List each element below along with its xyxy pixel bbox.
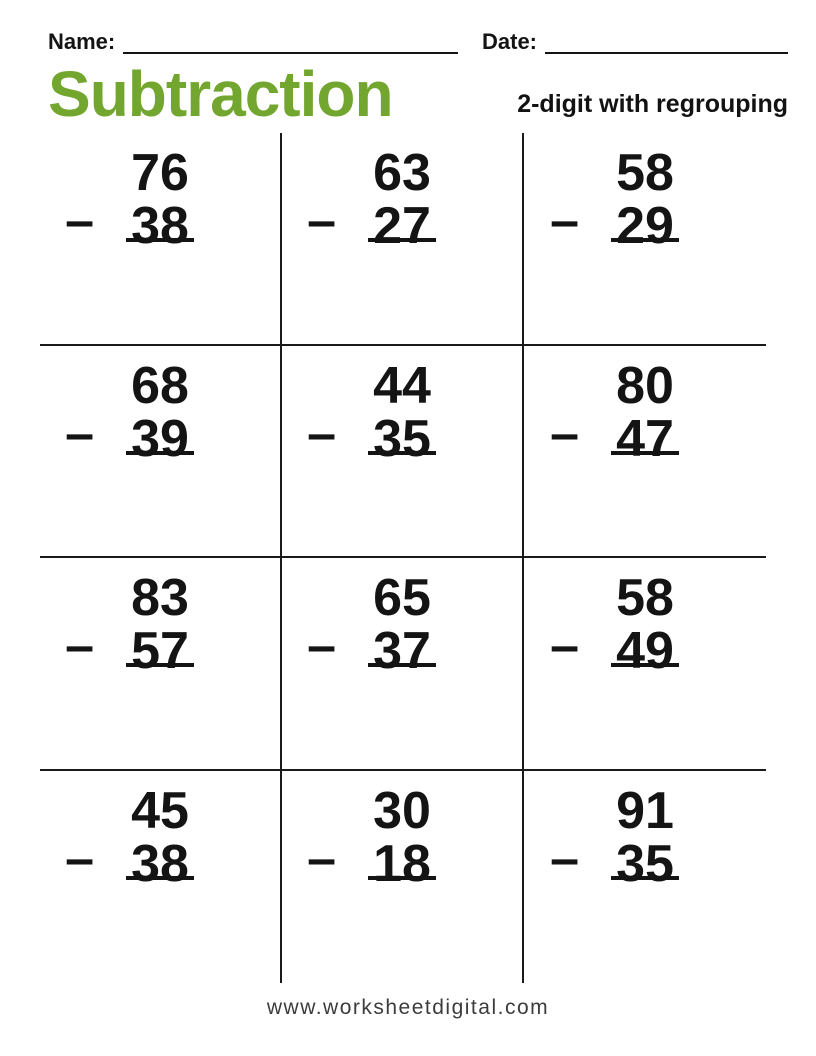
problem-cell-2	[282, 133, 524, 346]
answer-space[interactable]	[40, 880, 280, 984]
answer-space[interactable]	[524, 242, 766, 344]
date-field	[482, 30, 788, 54]
minuend: 68	[131, 356, 189, 415]
subtrahend: 49	[611, 625, 679, 667]
subtraction-problem	[550, 781, 679, 893]
minuend: 76	[131, 144, 189, 202]
subtraction-problem	[550, 569, 679, 680]
minus-sign: –	[65, 617, 94, 675]
minus-sign: –	[65, 192, 94, 250]
minus-sign: –	[550, 617, 579, 675]
minus-sign: –	[65, 829, 94, 888]
subtraction-problem	[550, 356, 679, 468]
subtrahend: 29	[611, 200, 679, 242]
answer-space[interactable]	[40, 455, 280, 557]
problems-grid	[40, 133, 766, 983]
problem-cell-4	[40, 346, 282, 559]
subtraction-problem	[307, 569, 436, 680]
subtraction-problem	[65, 144, 194, 255]
subtrahend: 35	[368, 413, 436, 455]
subtrahend: 47	[611, 413, 679, 455]
minus-sign: –	[550, 404, 579, 463]
minuend: 83	[131, 569, 189, 627]
subtrahend: 37	[368, 625, 436, 667]
page-subtitle: 2-digit with regrouping	[517, 90, 788, 118]
problem-cell-11	[282, 771, 524, 984]
answer-space[interactable]	[40, 242, 280, 344]
subtraction-problem	[65, 569, 194, 680]
problem-cell-3	[524, 133, 766, 346]
minuend: 44	[373, 356, 431, 415]
minuend: 45	[131, 781, 189, 840]
minus-sign: –	[550, 192, 579, 250]
problem-cell-5	[282, 346, 524, 559]
minus-sign: –	[307, 192, 336, 250]
subtraction-problem	[307, 781, 436, 893]
page-title: Subtraction	[48, 58, 393, 130]
subtrahend: 38	[126, 838, 194, 880]
footer-url: www.worksheetdigital.com	[266, 996, 550, 1019]
date-label: Date:	[482, 29, 538, 54]
minuend: 63	[373, 144, 431, 202]
subtrahend: 38	[126, 200, 194, 242]
minuend: 58	[616, 144, 674, 202]
answer-space[interactable]	[524, 880, 766, 984]
minuend: 58	[616, 569, 674, 627]
minus-sign: –	[307, 404, 336, 463]
minus-sign: –	[65, 404, 94, 463]
problem-cell-8	[282, 558, 524, 771]
subtraction-problem	[65, 781, 194, 893]
answer-space[interactable]	[524, 667, 766, 769]
name-label: Name:	[48, 29, 116, 54]
answer-space[interactable]	[282, 455, 522, 557]
subtrahend: 57	[126, 625, 194, 667]
subtraction-problem	[550, 144, 679, 255]
name-blank-line[interactable]	[123, 30, 458, 54]
minuend: 30	[373, 781, 431, 840]
problem-cell-7	[40, 558, 282, 771]
title-row	[48, 58, 788, 130]
minus-sign: –	[550, 829, 579, 888]
minuend: 91	[616, 781, 674, 840]
answer-space[interactable]	[282, 242, 522, 344]
subtraction-problem	[307, 144, 436, 255]
subtrahend: 27	[368, 200, 436, 242]
header-fields	[48, 30, 788, 54]
subtrahend: 18	[368, 838, 436, 880]
answer-space[interactable]	[282, 880, 522, 984]
answer-space[interactable]	[282, 667, 522, 769]
subtrahend: 39	[126, 413, 194, 455]
subtrahend: 35	[611, 838, 679, 880]
problem-cell-1	[40, 133, 282, 346]
minus-sign: –	[307, 617, 336, 675]
subtraction-problem	[65, 356, 194, 468]
problem-cell-6	[524, 346, 766, 559]
problem-cell-10	[40, 771, 282, 984]
subtraction-problem	[307, 356, 436, 468]
answer-space[interactable]	[40, 667, 280, 769]
minus-sign: –	[307, 829, 336, 888]
minuend: 80	[616, 356, 674, 415]
date-blank-line[interactable]	[545, 30, 788, 54]
problem-cell-12	[524, 771, 766, 984]
minuend: 65	[373, 569, 431, 627]
name-field	[48, 30, 458, 54]
problem-cell-9	[524, 558, 766, 771]
answer-space[interactable]	[524, 455, 766, 557]
